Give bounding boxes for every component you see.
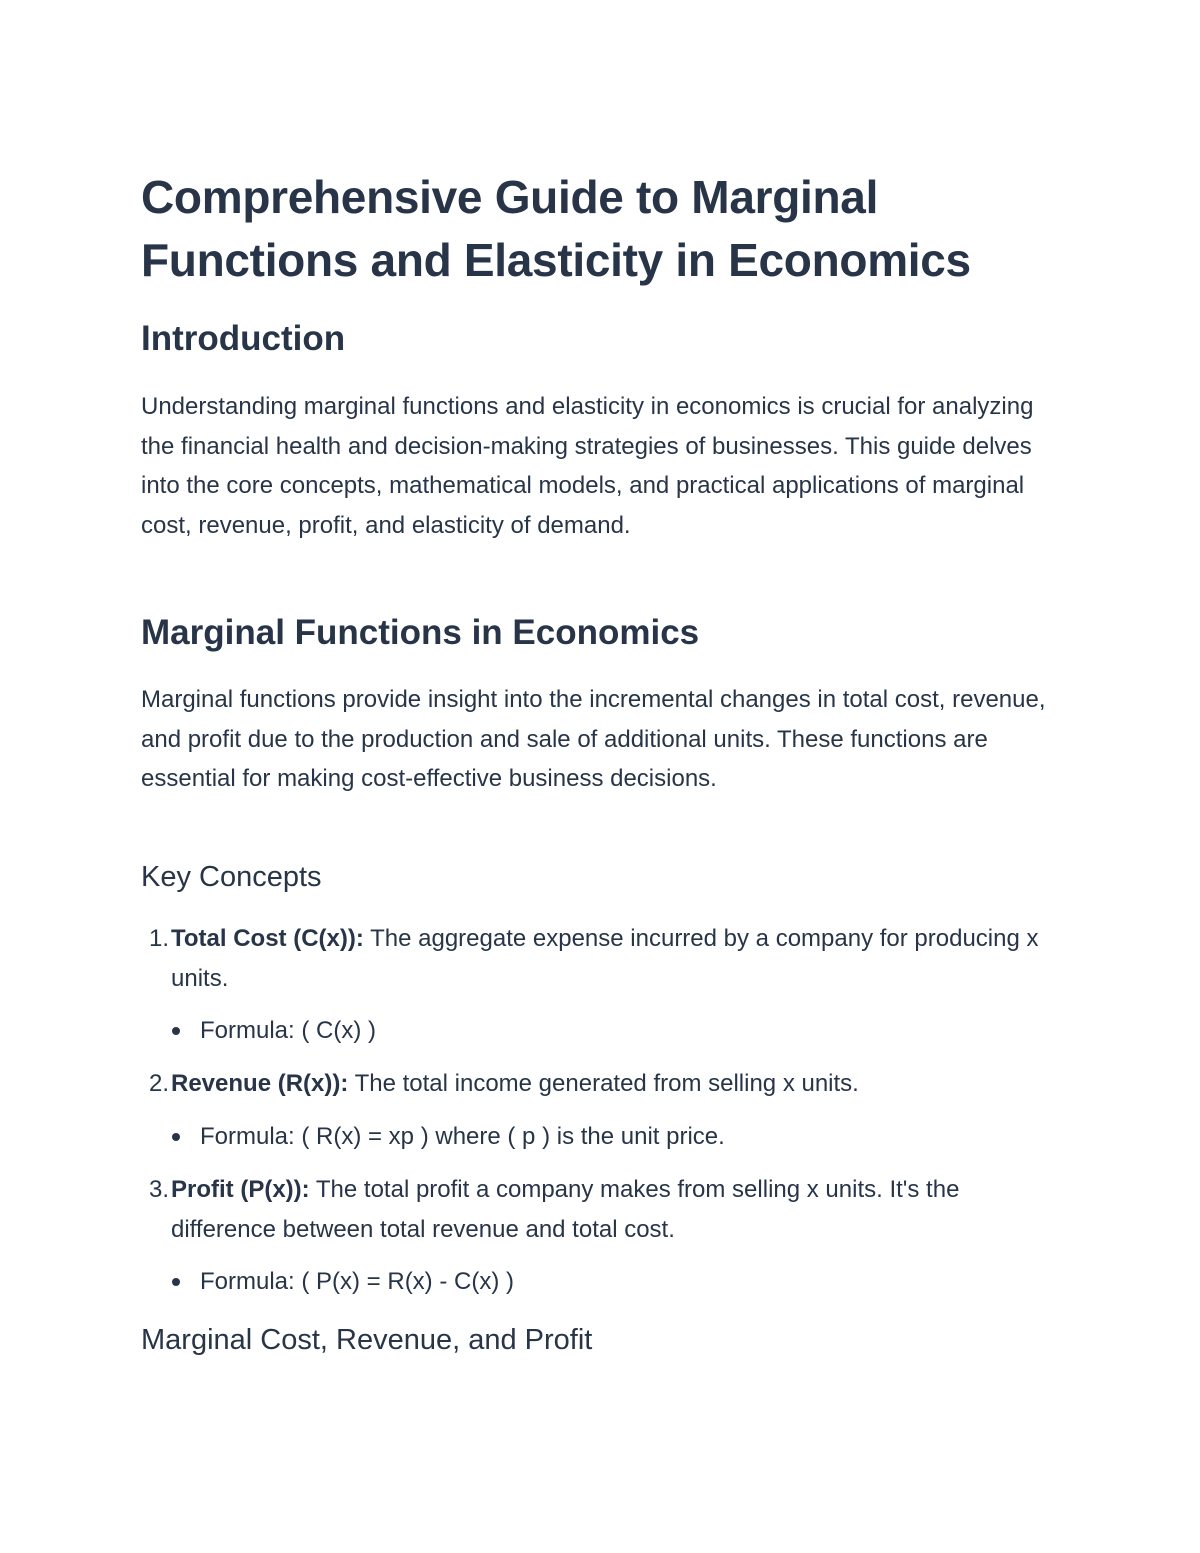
introduction-paragraph: Understanding marginal functions and elasticity in economics is crucial for analyzing the financial health and decision-making strategies of businesses. This guide delves into the core concepts, mathematical models, and practical applications of marginal cost, revenue, profit, and elasticity of demand. [141,393,1034,539]
marginal-functions-heading: Marginal Functions in Economics [141,613,700,652]
bullet-dot-icon [172,1278,180,1286]
bullet-formula-total-cost [171,1011,376,1051]
marginal-cost-heading: Marginal Cost, Revenue, and Profit [141,1324,593,1356]
term-total-cost: Total Cost (C(x)): [171,925,364,952]
description-total-cost: The aggregate expense incurred by a company for producing x units. [171,925,1039,992]
document-title: Comprehensive Guide to Marginal Functions and Elasticity in Economics [141,171,971,286]
list-number: 3. [148,1176,169,1203]
formula-revenue: Formula: ( R(x) = xp ) where ( p ) is the unit price. [200,1123,725,1150]
formula-profit: Formula: ( P(x) = R(x) - C(x) ) [200,1268,514,1295]
description-revenue: The total income generated from selling x units. [348,1070,859,1097]
list-item-body [171,1170,1051,1249]
bullet-dot-icon [172,1027,180,1035]
key-concepts-heading: Key Concepts [141,861,322,893]
bullet-formula-revenue [171,1117,725,1157]
formula-total-cost: Formula: ( C(x) ) [200,1017,376,1044]
list-item-total-cost [141,919,1061,998]
introduction-heading: Introduction [141,319,346,358]
term-revenue: Revenue (R(x)): [171,1070,349,1097]
description-profit: The total profit a company makes from selling x units. It's the difference between total revenue and total cost. [171,1176,960,1243]
marginal-functions-paragraph: Marginal functions provide insight into the incremental changes in total cost, revenue, and profit due to the production and sale of additional units. These functions are essential for making cost-effective business decisions. [141,686,1046,792]
bullet-formula-profit [171,1262,514,1302]
list-number: 2. [148,1070,169,1097]
list-item-profit [141,1170,1061,1249]
list-item-body [171,919,1051,998]
list-item-revenue [141,1064,1061,1104]
term-profit: Profit (P(x)): [171,1176,310,1203]
list-item-body [171,1064,1051,1104]
bullet-dot-icon [172,1133,180,1141]
list-number: 1. [148,925,169,952]
